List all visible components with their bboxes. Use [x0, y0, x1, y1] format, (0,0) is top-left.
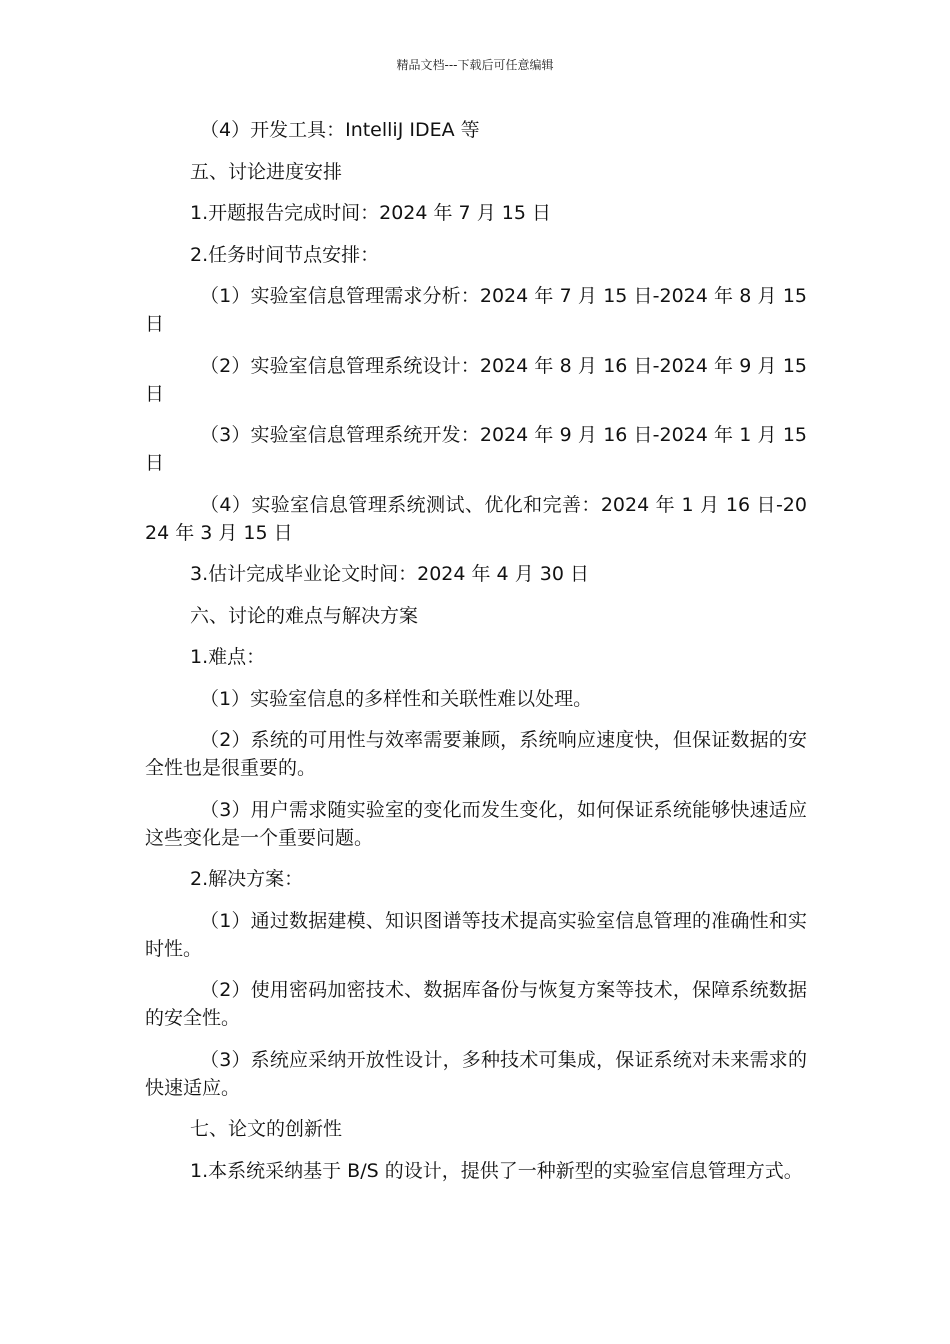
section-heading-difficulties: 六、讨论的难点与解决方案: [190, 604, 419, 627]
paragraph-difficulties-label: 1.难点：: [190, 646, 266, 668]
paragraph-task-schedule: 2.任务时间节点安排：: [190, 243, 380, 266]
paragraph-solution-1: （1）通过数据建模、知识图谱等技术提高实验室信息管理的准确性和实时性。: [145, 909, 807, 960]
section-heading-schedule: 五、讨论进度安排: [190, 160, 343, 183]
paragraph-solutions-label: 2.解决方案：: [190, 868, 304, 890]
document-body: [145, 116, 807, 1198]
paragraph-task-3: （3）实验室信息管理系统开发：2024 年 9 月 16 日-2024 年 1 月 15 日: [145, 424, 807, 474]
paragraph-thesis-date: 3.估计完成毕业论文时间：2024 年 4 月 30 日: [190, 563, 589, 585]
paragraph-task-2: （2）实验室信息管理系统设计：2024 年 8 月 16 日-2024 年 9 月 15 日: [145, 354, 807, 405]
paragraph-difficulty-1: （1）实验室信息的多样性和关联性难以处理。: [200, 687, 593, 710]
paragraph-task-1: （1）实验室信息管理需求分析：2024 年 7 月 15 日-2024 年 8 月 15 日: [145, 285, 807, 335]
paragraph-solution-2: （2）使用密码加密技术、数据库备份与恢复方案等技术，保障系统数据的安全性。: [145, 979, 807, 1029]
paragraph-dev-tools: （4）开发工具：IntelliJ IDEA 等: [200, 119, 480, 141]
paragraph-task-4: （4）实验室信息管理系统测试、优化和完善：2024 年 1 月 16 日-2024 年 3 月 15 日: [145, 493, 807, 544]
section-heading-innovation: 七、论文的创新性: [190, 1118, 343, 1140]
paragraph-innovation-1: 1.本系统采纳基于 B/S 的设计，提供了一种新型的实验室信息管理方式。: [190, 1159, 803, 1182]
page-header: 精品文档---下载后可任意编辑: [396, 58, 554, 72]
paragraph-difficulty-3: （3）用户需求随实验室的变化而发生变化，如何保证系统能够快速适应这些变化是一个重要问题。: [145, 798, 807, 849]
paragraph-solution-3: （3）系统应采纳开放性设计，多种技术可集成，保证系统对未来需求的快速适应。: [145, 1048, 807, 1099]
paragraph-proposal-date: 1.开题报告完成时间：2024 年 7 月 15 日: [190, 202, 551, 224]
paragraph-difficulty-2: （2）系统的可用性与效率需要兼顾，系统响应速度快，但保证数据的安全性也是很重要的。: [145, 729, 807, 779]
